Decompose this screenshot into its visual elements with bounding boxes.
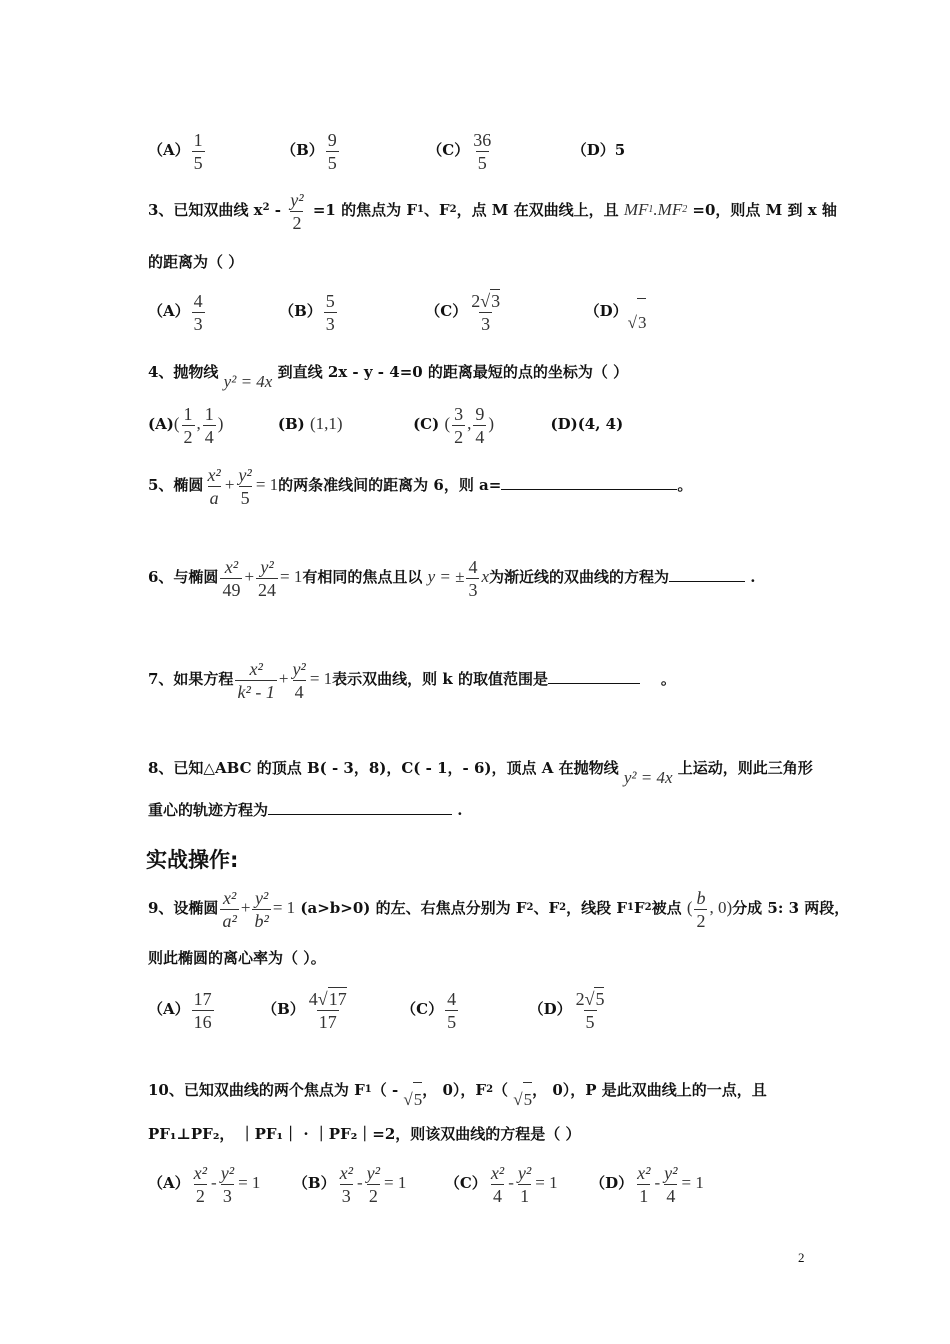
sqrt-3: √3 (628, 313, 647, 332)
q2-options (148, 126, 625, 174)
question-9-line1: 9、设椭圆 $\frac{\text{x²}}{\text{a²}}$ + $\frac{\text{y²}}{\text{b²}}$ = 1 (a>b>0) 的左、右焦点分别为 F2、F2，线段 F1F2被点 ( $\frac{b}{2}$ , 0)分成 5: 3 两段， (148, 887, 850, 931)
equation: y² = 4x (223, 372, 273, 391)
question-8-line1: 8、已知△ABC 的顶点 B( - 3，8)，C( - 1，- 6)，顶点 A 在抛物线 y² = 4x 上运动，则此三角形 (148, 759, 813, 787)
question-8-line2: 重心的轨迹方程为 . (148, 801, 463, 819)
answer-blank[interactable] (268, 800, 452, 815)
fraction: $\frac{9}{5}$ (327, 129, 337, 173)
answer-blank[interactable] (669, 567, 745, 582)
q9-options: （A） $\frac{17}{16}$ （B） $\frac{4√17}{17}$ （C） $\frac{4}{5}$ （D） $\frac{2√5}{5}$ (148, 988, 605, 1032)
question-4: 4、抛物线 y² = 4x 到直线 2x - y - 4=0 的距离最短的点的坐标为（ ） (148, 363, 629, 391)
answer-blank[interactable] (548, 669, 640, 684)
fraction: $\frac{36}{5}$ (473, 129, 492, 173)
fraction: $\frac{2√3}{3}$ (471, 291, 501, 334)
q3-options: （A） $\frac{4}{3}$ （B） $\frac{5}{3}$ （C） $\frac{2√3}{3}$ （D）√3 (148, 286, 646, 334)
option-b-label: （B） (281, 141, 324, 159)
answer-blank[interactable] (501, 475, 677, 490)
question-7: 7、如果方程 $\frac{\text{x²}}{\text{k² - 1}}$ + $\frac{\text{y²}}{4}$ = 1表示双曲线，则 k 的取值范围是 。 (148, 658, 676, 702)
question-10-line2: PF₁⊥PF₂， ｜PF₁｜ · ｜PF₂｜=2，则该双曲线的方程是（ ） (148, 1125, 581, 1143)
question-9-line2: 则此椭圆的离心率为（ ）。 (148, 949, 326, 967)
option-d-label: （D）5 (571, 141, 626, 159)
question-3-line1: 3、已知双曲线 $x^2$ - $\frac{\text{y²}}{2}$ =1 的焦点为 F1、F2，点 M 在双曲线上，且 MF1.MF2 =0，则点 M 到 x 轴 (148, 189, 837, 233)
question-5: 5、椭圆 $\frac{\text{x²}}{a}$ + $\frac{\text{y²}}{5}$ = 1的两条准线间的距离为 6，则 a= 。 (148, 464, 693, 508)
question-3-line2: 的距离为（ ） (148, 253, 244, 271)
q10-options: （A） $\frac{\text{x²}}{2}$ - $\frac{\text{y²}}{3}$ = 1 （B） $\frac{\text{x²}}{3}$ - $\frac{\text{y²}}{2}$ = 1 （C） $\frac{\text{x²}}{4}$ - $\frac{\text{y²}}{1}$ = 1 （D） $\frac{\text{x²}}{1}$ - $\frac{\text{y²}}{4}$ = 1 (148, 1162, 704, 1206)
q4-options: (A)( $\frac{1}{2}$ , $\frac{1}{4}$ ) (B) (1,1) (C) ( $\frac{3}{2}$ , $\frac{9}{4}$ ) (D)(4, 4) (148, 403, 624, 447)
option-c-label: （C） (427, 141, 470, 159)
question-6: 6、与椭圆 $\frac{\text{x²}}{49}$ + $\frac{\text{y²}}{24}$ = 1有相同的焦点且以 y = ± $\frac{4}{3}$ x为渐近线的双曲线的方程为 . (148, 556, 756, 600)
option-a-label: （A） (148, 141, 190, 159)
vector-expression: MF1.MF2 (623, 200, 688, 219)
page-number: 2 (798, 1250, 805, 1265)
fraction: $\frac{5}{3}$ (325, 290, 335, 334)
fraction: $\frac{1}{5}$ (193, 129, 203, 173)
question-10-line1: 10、已知双曲线的两个焦点为 F1（ - √5， 0），F2（ √5， 0），P 是此双曲线上的一点，且 (148, 1072, 767, 1106)
fraction: $\frac{\text{y²}}{2}$ (290, 189, 304, 233)
fraction: $\frac{4}{3}$ (193, 290, 203, 334)
section-heading: 实战操作: (146, 848, 239, 872)
